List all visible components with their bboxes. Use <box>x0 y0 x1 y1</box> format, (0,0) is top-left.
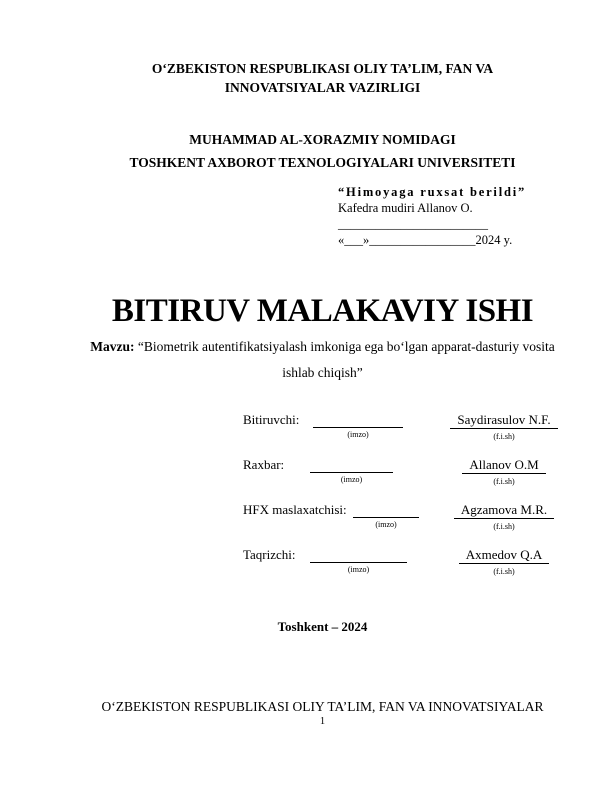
signature-line <box>310 547 407 563</box>
topic-label: Mavzu: <box>90 339 135 354</box>
footer-text: O‘ZBEKISTON RESPUBLIKASI OLIY TA’LIM, FAN VA INNOVATSIYALAR <box>101 699 544 714</box>
imzo-caption: (imzo) <box>347 430 369 439</box>
signature-label: HFX maslaxatchisi: <box>243 502 347 517</box>
imzo-caption: (imzo) <box>340 475 363 484</box>
ministry-heading-line1: O‘ZBEKISTON RESPUBLIKASI OLIY TA’LIM, FAN VA <box>151 61 494 76</box>
signature-label: Taqrizchi: <box>243 547 296 562</box>
approval-title: “Himoyaga ruxsat berildi” <box>338 185 527 199</box>
approval-head: Kafedra mudiri Allanov O. <box>338 201 473 215</box>
university-heading-line1: MUHAMMAD AL-XORAZMIY NOMIDAGI <box>189 132 456 147</box>
topic-line1 <box>85 334 560 360</box>
thesis-title: BITIRUV MALAKAVIY ISHI <box>111 293 534 329</box>
topic-line2: ishlab chiqish” <box>282 365 363 380</box>
signature-name-group <box>439 502 569 531</box>
signature-name: Allanov O.M <box>462 457 545 474</box>
imzo-caption: (imzo) <box>375 520 397 529</box>
fish-caption: (f.i.sh) <box>493 522 515 531</box>
university-heading-line2: TOSHKENT AXBOROT TEXNOLOGIYALARI UNIVERSITETI <box>129 155 516 170</box>
approval-signature-rule: ________________________ <box>338 217 488 231</box>
signature-block <box>243 412 573 592</box>
signature-label: Raxbar: <box>243 457 285 472</box>
signature-name: Axmedov Q.A <box>459 547 550 564</box>
fish-caption: (f.i.sh) <box>493 477 515 486</box>
ministry-heading <box>85 59 560 97</box>
university-heading <box>85 128 560 174</box>
approval-date-line: «___»_________________2024 y. <box>338 233 513 247</box>
signature-label: Bitiruvchi: <box>243 412 300 427</box>
signature-row-hfx-maslaxatchisi <box>243 502 573 547</box>
signature-row-bitiruvchi <box>243 412 573 457</box>
signature-name-group <box>439 457 569 486</box>
signature-name: Agzamova M.R. <box>454 502 554 519</box>
signature-name: Saydirasulov N.F. <box>450 412 557 429</box>
signature-line <box>353 502 419 518</box>
signature-line <box>310 457 393 473</box>
page-number: 1 <box>319 716 326 727</box>
signature-name-group <box>439 412 569 441</box>
fish-caption: (f.i.sh) <box>493 567 515 576</box>
signature-row-taqrizchi <box>243 547 573 592</box>
signature-line <box>313 412 403 428</box>
topic-text: “Biometrik autentifikatsiyalash imkoniga ega bo‘lgan apparat-dasturiy vosita <box>137 339 555 354</box>
topic-block <box>85 334 560 386</box>
approval-block <box>338 184 558 248</box>
signature-name-group <box>439 547 569 576</box>
ministry-heading-line2: INNOVATSIYALAR VAZIRLIGI <box>224 80 421 95</box>
signature-row-raxbar <box>243 457 573 502</box>
city-year: Toshkent – 2024 <box>277 619 368 634</box>
fish-caption: (f.i.sh) <box>493 432 515 441</box>
imzo-caption: (imzo) <box>347 565 370 574</box>
